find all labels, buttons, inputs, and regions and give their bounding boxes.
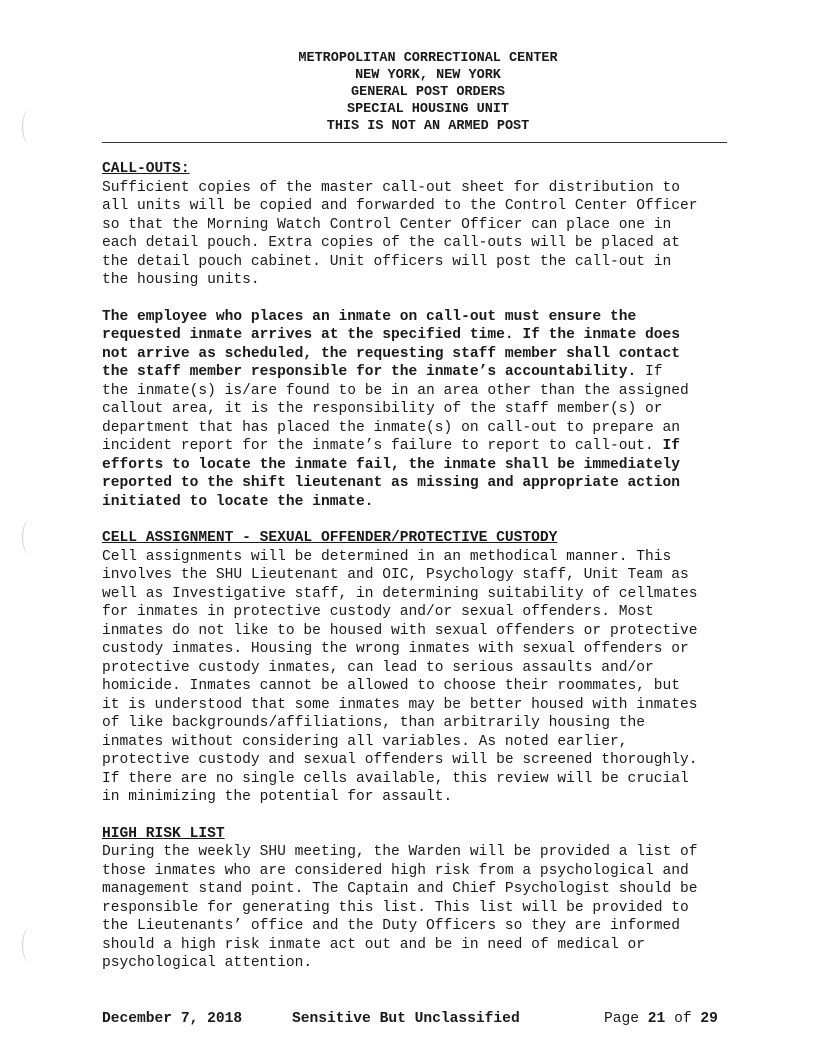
header-divider [102, 142, 727, 143]
section-heading: CALL-OUTS: [102, 161, 190, 177]
bold-text: If efforts to locate the inmate fail, the inmate shall be immediately reported to the shift lieutenant as missing and appropriate action initiated to locate the inmate. [102, 438, 681, 510]
of-label: of [674, 1011, 692, 1027]
callouts-section [102, 160, 762, 511]
punch-hole-mark [22, 928, 37, 962]
header-line: NEW YORK, NEW YORK [355, 68, 501, 83]
punch-hole-mark [22, 520, 37, 554]
header-line: SPECIAL HOUSING UNIT [346, 102, 510, 117]
section-heading: CELL ASSIGNMENT - SEXUAL OFFENDER/PROTECTIVE CUSTODY [102, 530, 558, 546]
normal-text: If the inmate(s) is/are found to be in an area other than the assigned callout area, it is the responsibility of the staff member(s) or department that has placed the inmate(s) on call-out to prepare an incident report for the inmate’s failure to report to call-out. [102, 364, 689, 454]
page-total: 29 [700, 1011, 718, 1027]
bold-text: The employee who places an inmate on call-out must ensure the requested inmate arrives at the specified time. If the inmate does not arrive as scheduled, the requesting staff member shall contact the staff member responsible for the inmate’s accountability. [102, 308, 681, 380]
footer-date: December 7, 2018 [102, 1011, 243, 1027]
header-line: GENERAL POST ORDERS [351, 85, 505, 100]
high-risk-section [102, 825, 762, 973]
page-number: 21 [647, 1011, 666, 1027]
page-indicator [604, 1011, 718, 1027]
section-paragraph: During the weekly SHU meeting, the Warden will be provided a list of those inmates who are considered high risk from a psychological and management stand point. The Captain and Chief Psychologist should be responsible for generating this list. This list will be provided to the Lieutenants’ office and the Duty Officers so they are informed should a high risk inmate act out and be in need of medical or psychological attention. [102, 844, 698, 971]
page-label: Page [604, 1011, 640, 1027]
section-paragraph: Sufficient copies of the master call-out sheet for distribution to all units will be copied and forwarded to the Control Center Officer so that the Morning Watch Control Center Officer can place one in each detail pouch. Extra copies of the call-outs will be placed at the detail pouch cabinet. Unit officers will post the call-out in the housing units. [102, 179, 698, 288]
header-line: METROPOLITAN CORRECTIONAL CENTER [298, 51, 558, 66]
footer-classification: Sensitive But Unclassified [292, 1011, 520, 1027]
document-header [0, 50, 816, 135]
section-heading: HIGH RISK LIST [102, 825, 225, 842]
document-body [102, 160, 762, 991]
section-paragraph [102, 308, 762, 512]
header-line: THIS IS NOT AN ARMED POST [326, 119, 530, 134]
section-paragraph: Cell assignments will be determined in an methodical manner. This involves the SHU Lieutenant and OIC, Psychology staff, Unit Team as well as Investigative staff, in determining suitability of cellmates for inmates in protective custody and/or sexual offenders. Most inmates do not like to be housed with sexual offenders or protective custody inmates. Housing the wrong inmates with sexual offenders or protective custody inmates, can lead to serious assaults and/or homicide. Inmates cannot be allowed to choose their roommates, but it is understood that some inmates may be better housed with inmates of like backgrounds/affiliations, than arbitrarily housing the inmates without considering all variables. As noted earlier, protective custody and sexual offenders will be screened thoroughly. If there are no single cells available, this review will be crucial in minimizing the potential for assault. [102, 548, 698, 805]
cell-assignment-section [102, 529, 762, 807]
